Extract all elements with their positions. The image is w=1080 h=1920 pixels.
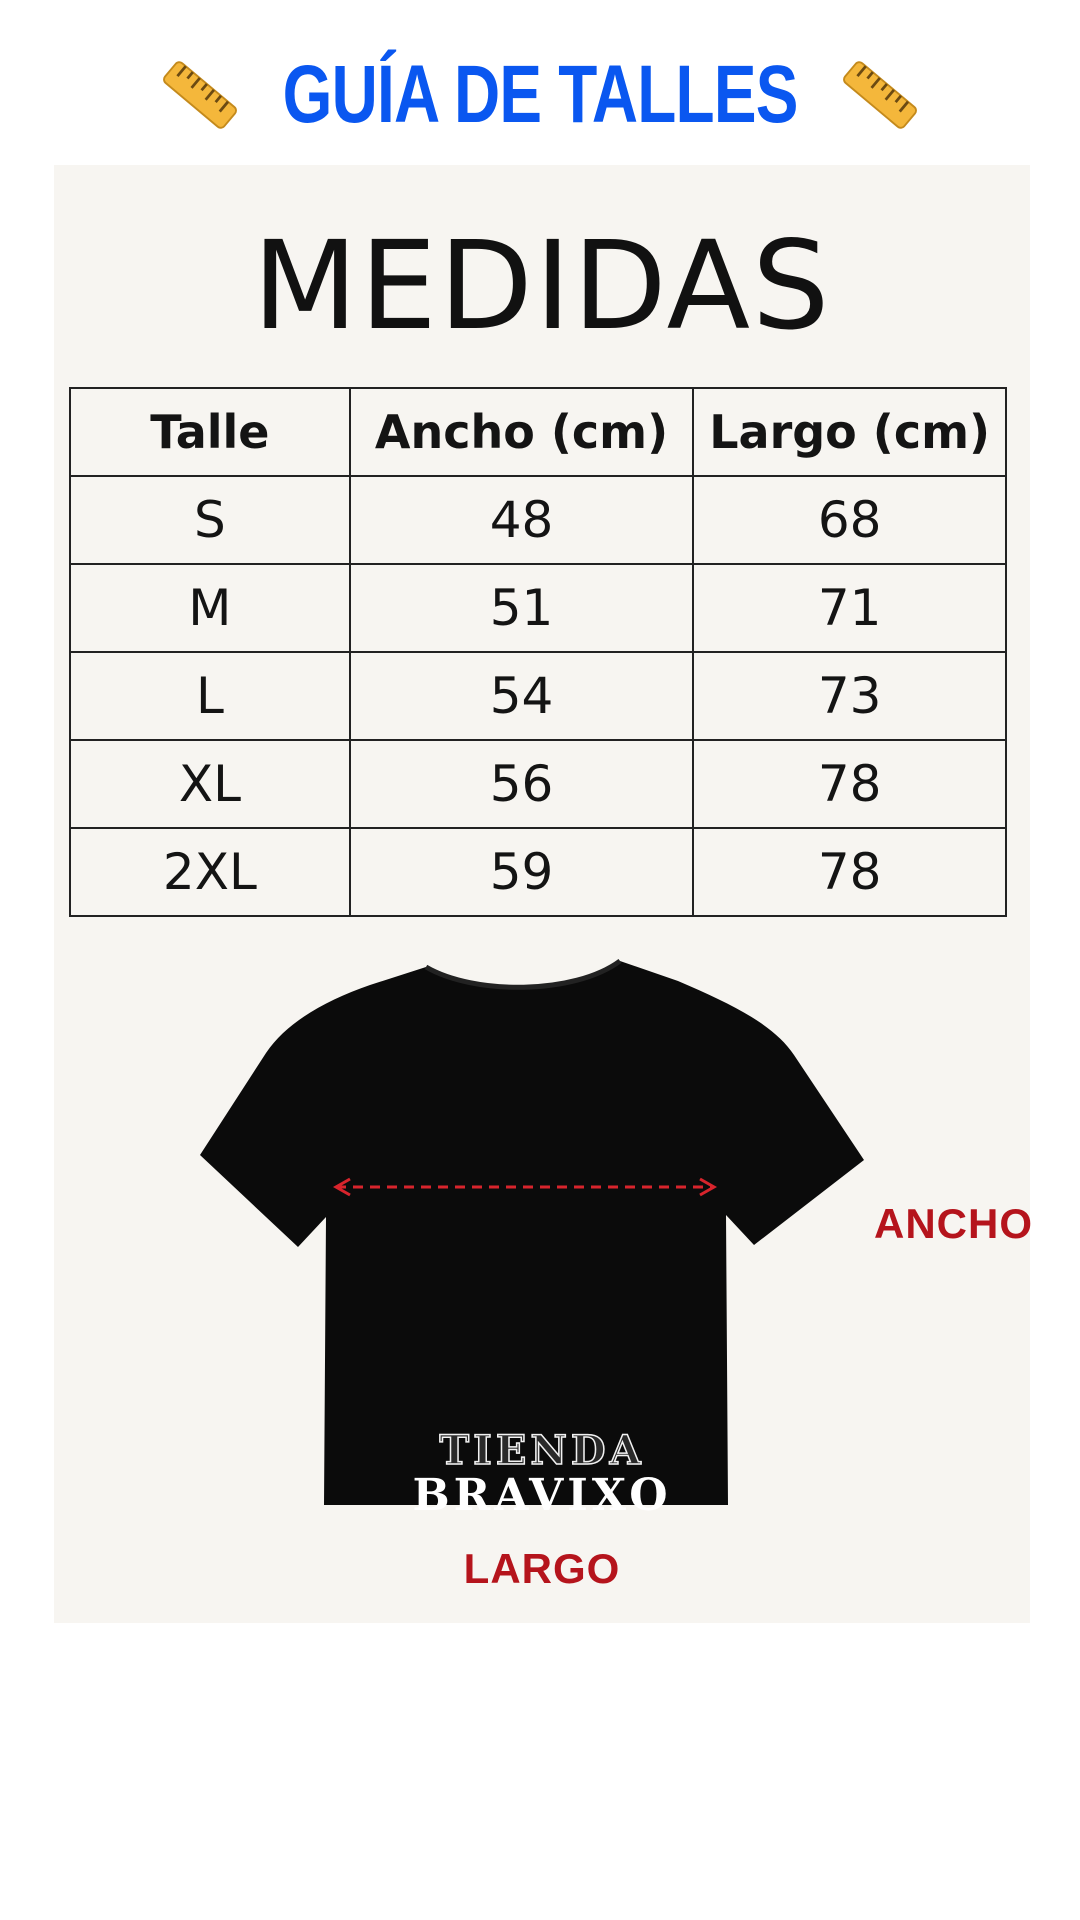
size-cell: XL [70, 740, 350, 828]
table-row [70, 564, 1006, 652]
table-row [70, 740, 1006, 828]
header [0, 40, 1080, 150]
ancho-label: ANCHO [874, 1200, 1033, 1247]
table-row [70, 652, 1006, 740]
tshirt-shape [200, 961, 864, 1505]
column-header-talle: Talle [70, 388, 350, 476]
width-cell: 54 [350, 652, 694, 740]
length-cell: 78 [693, 828, 1006, 916]
length-cell: 78 [693, 740, 1006, 828]
size-table [69, 387, 1007, 917]
column-header-ancho: Ancho (cm) [350, 388, 694, 476]
ruler-icon [154, 49, 246, 141]
length-cell: 73 [693, 652, 1006, 740]
size-cell: 2XL [70, 828, 350, 916]
table-row [70, 828, 1006, 916]
width-cell: 51 [350, 564, 694, 652]
width-cell: 48 [350, 476, 694, 564]
size-cell: L [70, 652, 350, 740]
size-guide-card [54, 165, 1033, 1623]
size-cell: S [70, 476, 350, 564]
length-cell: 71 [693, 564, 1006, 652]
table-header-row [70, 388, 1006, 476]
width-cell: 59 [350, 828, 694, 916]
page-title: GUÍA DE TALLES [282, 49, 798, 140]
ruler-icon [834, 49, 926, 141]
card-title: MEDIDAS [252, 215, 832, 357]
largo-label: LARGO [463, 1545, 621, 1592]
brand-logo-bottom: BRAVIXO [412, 1470, 672, 1521]
width-cell: 56 [350, 740, 694, 828]
brand-logo-top: TIENDA [439, 1427, 645, 1474]
size-cell: M [70, 564, 350, 652]
column-header-largo: Largo (cm) [693, 388, 1006, 476]
table-row [70, 476, 1006, 564]
length-cell: 68 [693, 476, 1006, 564]
